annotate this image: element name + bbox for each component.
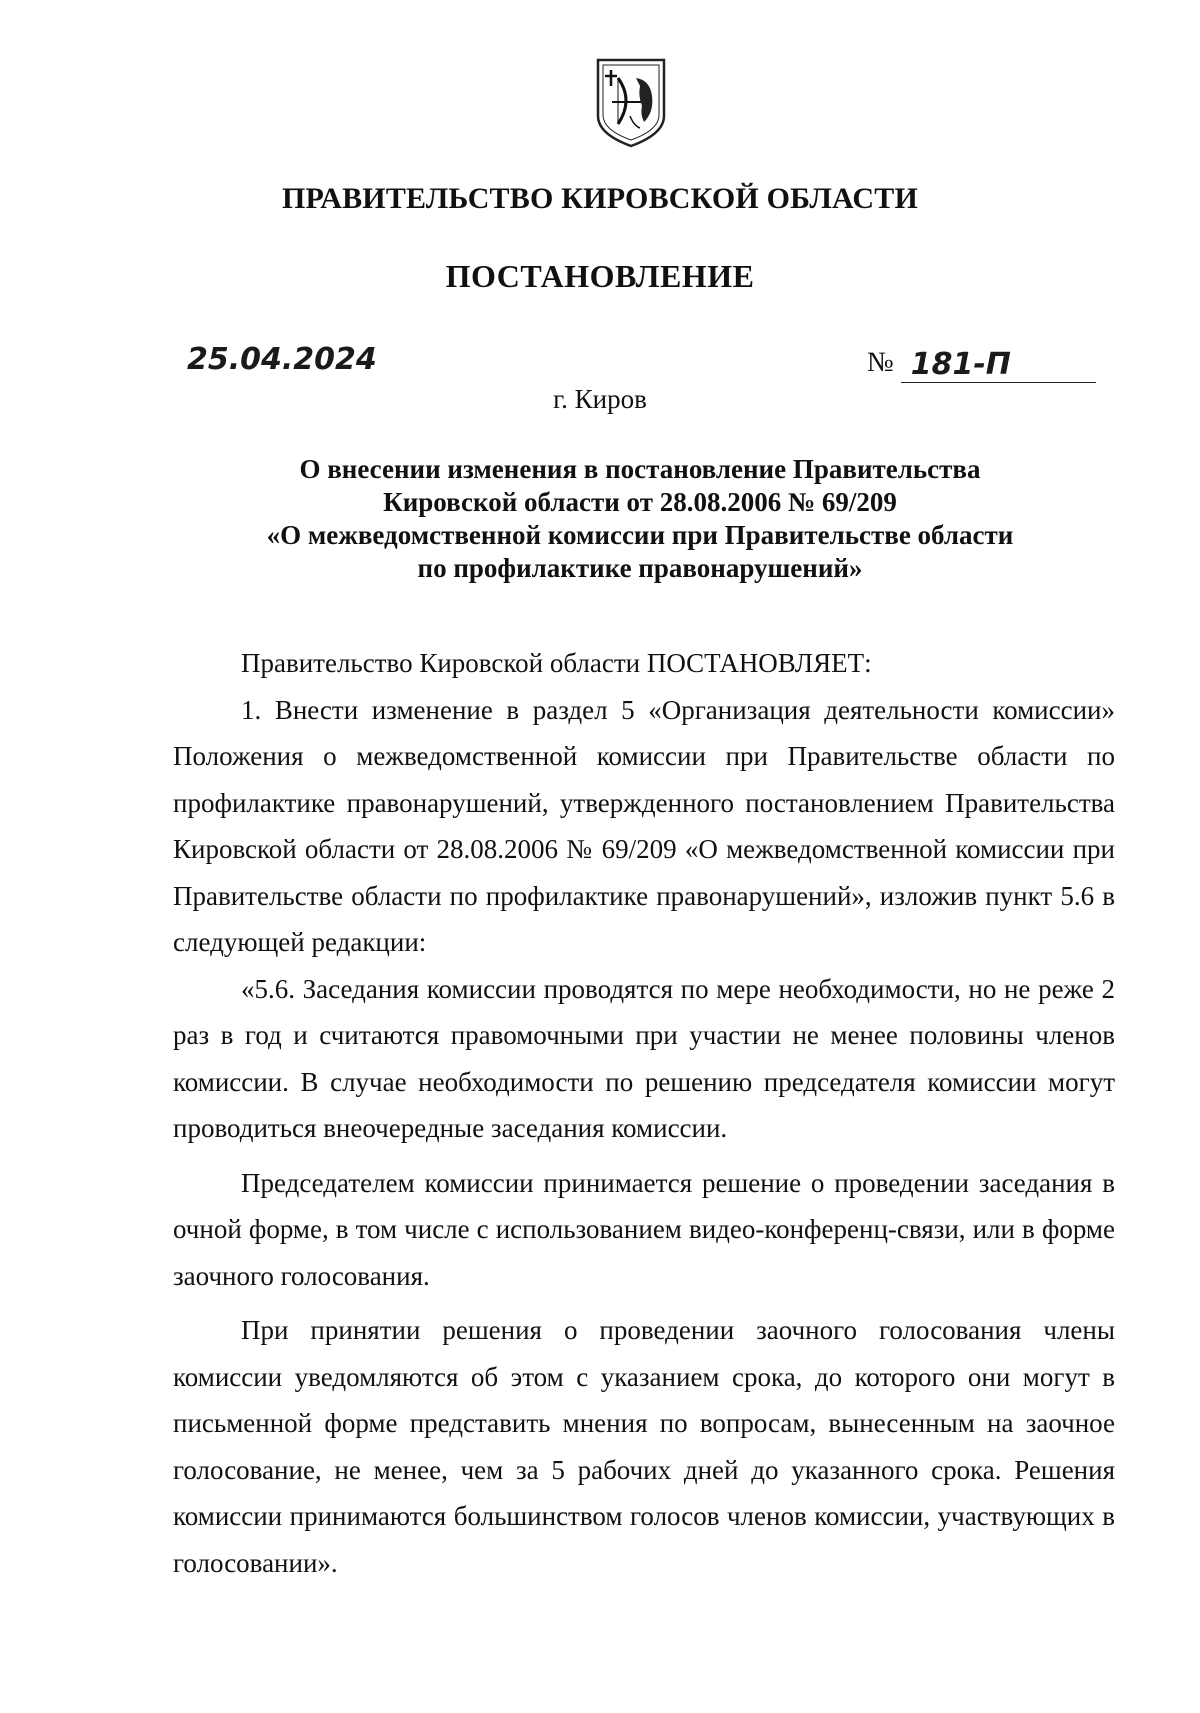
city: г. Киров [553,384,647,414]
subject-line: О внесении изменения в постановление Правительства [299,454,981,484]
body-paragraph: «5.6. Заседания комиссии проводятся по мере необходимости, но не реже 2 раз в год и считаются правомочными при участии не менее половины членов комиссии. В случае необходимости по решению председателя комиссии могут проводиться внеочередные заседания комиссии. [173,973,1115,1143]
subject-line: «О межведомственной комиссии при Правительстве области [266,520,1014,550]
document-type: ПОСТАНОВЛЕНИЕ [445,258,755,294]
document-date: 25.04.2024 [187,342,377,377]
document-number: 181-П [901,348,1096,383]
body-paragraph: При принятии решения о проведении заочного голосования члены комиссии уведомляются об этом с указанием срока, до которого они могут в письменной форме представить мнения по вопросам, вынесенным на заочное голосование, не менее, чем за 5 рабочих дней до указанного срока. Решения комиссии принимаются большинством голосов членов комиссии, участвующих в голосовании». [173,1315,1115,1578]
document-number-line [867,343,1107,383]
preamble: Правительство Кировской области ПОСТАНОВЛЯЕТ: [241,648,872,678]
subject-line: Кировской области от 28.08.2006 № 69/209 [383,487,897,517]
organization-title: ПРАВИТЕЛЬСТВО КИРОВСКОЙ ОБЛАСТИ [282,182,918,215]
document-subject [160,453,1120,585]
body-paragraph: 1. Внести изменение в раздел 5 «Организация деятельности комиссии» Положения о межведомственной комиссии при Правительстве области по профилактике правонарушений, утвержденного постановлением Правительства Кировской области от 28.08.2006 № 69/209 «О межведомственной комиссии при Правительстве области по профилактике правонарушений», изложив пункт 5.6 в следующей редакции: [173,694,1115,957]
number-label: № [867,347,894,378]
kirov-coat-of-arms-icon [594,56,668,148]
document-body [173,640,1115,1586]
subject-line: по профилактике правонарушений» [417,553,863,583]
body-paragraph: Председателем комиссии принимается решение о проведении заседания в очной форме, в том числе с использованием видео-конференц-связи, или в форме заочного голосования. [173,1167,1115,1291]
